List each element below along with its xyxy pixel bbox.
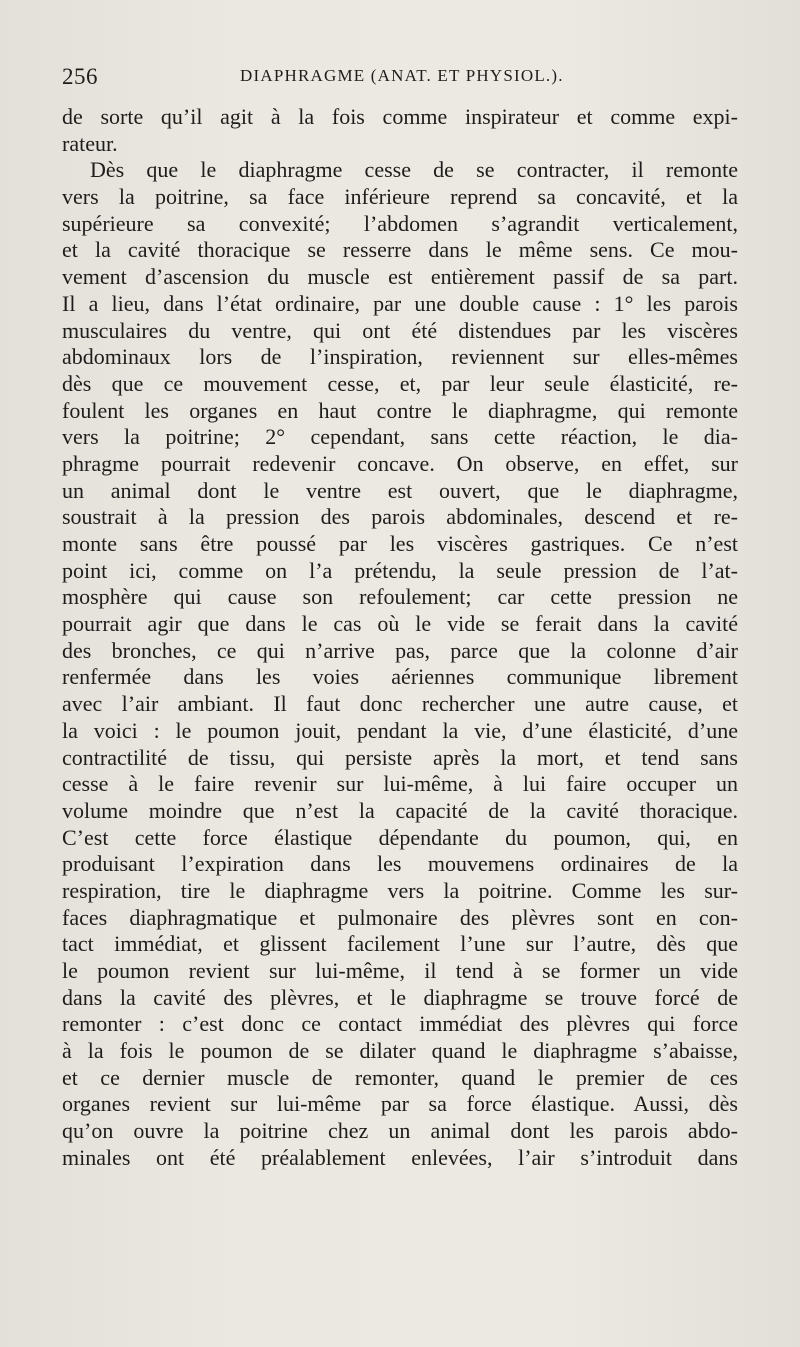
text-line: produisant l’expiration dans les mouvemens ordinaires de la (62, 851, 738, 877)
body-text (62, 104, 738, 1172)
text-line: supérieure sa convexité; l’abdomen s’agrandit verticalement, (62, 210, 738, 236)
text-line: Dès que le diaphragme cesse de se contracter, il remonte (90, 157, 738, 183)
text-line: volume moindre que n’est la capacité de la cavité thoracique. (62, 797, 738, 823)
text-line: rateur. (62, 130, 118, 156)
text-line: qu’on ouvre la poitrine chez un animal dont les parois abdo- (62, 1118, 738, 1144)
text-line: cesse à le faire revenir sur lui-même, à lui faire occuper un (62, 771, 738, 797)
text-line: foulent les organes en haut contre le diaphragme, qui remonte (62, 397, 738, 423)
text-line: la voici : le poumon jouit, pendant la vie, d’une élasticité, d’une (62, 717, 738, 743)
text-line: avec l’air ambiant. Il faut donc rechercher une autre cause, et (62, 691, 738, 717)
text-line: respiration, tire le diaphragme vers la poitrine. Comme les sur- (62, 877, 738, 903)
text-line: pourrait agir que dans le cas où le vide se ferait dans la cavité (62, 611, 738, 637)
text-line: Il a lieu, dans l’état ordinaire, par une double cause : 1° les parois (62, 290, 738, 316)
text-line: des bronches, ce qui n’arrive pas, parce que la colonne d’air (62, 637, 738, 663)
text-line: renfermée dans les voies aériennes communique librement (62, 664, 738, 690)
text-line: de sorte qu’il agit à la fois comme inspirateur et comme expi- (62, 104, 738, 129)
text-line: à la fois le poumon de se dilater quand le diaphragme s’abaisse, (62, 1038, 738, 1064)
text-line: organes revient sur lui-même par sa force élastique. Aussi, dès (62, 1091, 738, 1117)
text-line: minales ont été préalablement enlevées, l’air s’introduit dans (62, 1144, 738, 1170)
text-line: le poumon revient sur lui-même, il tend à se former un vide (62, 958, 738, 983)
text-line: dans la cavité des plèvres, et le diaphragme se trouve forcé de (62, 984, 738, 1010)
text-line: tact immédiat, et glissent facilement l’une sur l’autre, dès que (62, 931, 738, 957)
text-line: abdominaux lors de l’inspiration, reviennent sur elles-mêmes (62, 344, 738, 370)
text-line: et la cavité thoracique se resserre dans le même sens. Ce mou- (62, 237, 738, 263)
text-line: un animal dont le ventre est ouvert, que le diaphragme, (62, 477, 738, 503)
running-head: DIAPHRAGME (ANAT. ET PHYSIOL.). (240, 66, 564, 85)
text-line: dès que ce mouvement cesse, et, par leur seule élasticité, re- (62, 370, 738, 396)
text-line: et ce dernier muscle de remonter, quand le premier de ces (62, 1064, 738, 1090)
text-line: phragme pourrait redevenir concave. On observe, en effet, sur (62, 450, 738, 476)
text-line: vers la poitrine; 2° cependant, sans cette réaction, le dia- (62, 424, 738, 450)
text-line: remonter : c’est donc ce contact immédiat des plèvres qui force (62, 1011, 738, 1037)
page-header (62, 64, 738, 96)
text-line: point ici, comme on l’a prétendu, la seule pression de l’at- (62, 557, 738, 583)
text-line: monte sans être poussé par les viscères gastriques. Ce n’est (62, 531, 738, 556)
text-line: C’est cette force élastique dépendante du poumon, qui, en (62, 824, 738, 850)
text-line: soustrait à la pression des parois abdominales, descend et re- (62, 504, 738, 530)
text-line: faces diaphragmatique et pulmonaire des plèvres sont en con- (62, 904, 738, 930)
page-number: 256 (62, 64, 98, 89)
text-line: mosphère qui cause son refoulement; car cette pression ne (62, 584, 738, 610)
text-line: contractilité de tissu, qui persiste après la mort, et tend sans (62, 744, 738, 770)
text-line: vers la poitrine, sa face inférieure reprend sa concavité, et la (62, 184, 738, 210)
text-line: vement d’ascension du muscle est entièrement passif de sa part. (62, 264, 738, 290)
text-line: musculaires du ventre, qui ont été distendues par les viscères (62, 317, 738, 343)
